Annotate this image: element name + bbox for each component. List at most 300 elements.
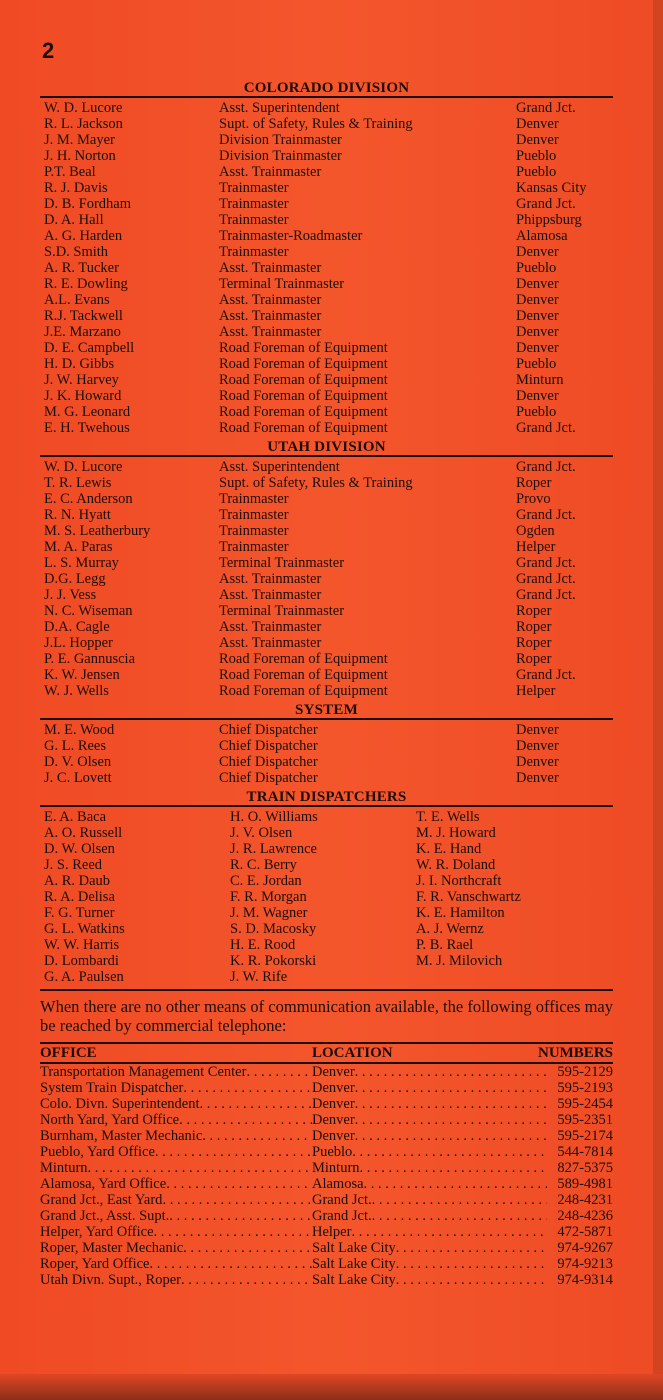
office-name: Burnham, Master Mechanic (40, 1128, 203, 1144)
timetable-content (40, 80, 613, 1288)
person-name: R. L. Jackson (44, 116, 123, 132)
page-number: 2 (42, 38, 55, 63)
person-title: Supt. of Safety, Rules & Training (219, 116, 413, 132)
dispatcher-name: M. J. Howard (416, 825, 496, 841)
person-name: L. S. Murray (44, 555, 119, 571)
person-title: Trainmaster (219, 491, 289, 507)
person-location: Denver (516, 754, 559, 770)
person-name: M. S. Leatherbury (44, 523, 151, 539)
leader-dots (202, 1128, 312, 1144)
dispatcher-name: D. W. Olsen (44, 841, 115, 857)
person-title: Road Foreman of Equipment (219, 372, 388, 388)
person-location: Roper (516, 635, 552, 651)
person-name: M. E. Wood (44, 722, 115, 738)
location-cell (312, 1144, 547, 1160)
roster-row (40, 132, 613, 148)
office-name: Utah Divn. Supt., Roper (40, 1272, 181, 1288)
phone-number: 974-9314 (557, 1272, 613, 1288)
dispatcher-name: A. O. Russell (44, 825, 123, 841)
location-cell (312, 1080, 547, 1096)
person-name: J. K. Howard (44, 388, 122, 404)
utah-division-roster (40, 459, 613, 699)
phone-row (40, 1128, 613, 1144)
person-title: Road Foreman of Equipment (219, 340, 388, 356)
leader-dots (355, 1080, 547, 1096)
roster-row (40, 340, 613, 356)
person-title: Trainmaster (219, 523, 289, 539)
system-title: SYSTEM (40, 702, 613, 720)
leader-dots (155, 1144, 312, 1160)
person-location: Roper (516, 475, 552, 491)
leader-dots (169, 1208, 312, 1224)
person-location: Grand Jct. (516, 571, 576, 587)
person-title: Terminal Trainmaster (219, 276, 345, 292)
page-edge (653, 0, 663, 1400)
roster-row (40, 619, 613, 635)
person-title: Asst. Superintendent (219, 100, 340, 116)
person-location: Grand Jct. (516, 420, 576, 436)
location-cell (312, 1272, 547, 1288)
person-location: Kansas City (516, 180, 587, 196)
roster-row (40, 667, 613, 683)
office-location: Denver (312, 1080, 355, 1096)
leader-dots (150, 1256, 313, 1272)
roster-row (40, 683, 613, 699)
roster-row (40, 507, 613, 523)
phone-table-header (40, 1042, 613, 1064)
office-cell (40, 1256, 312, 1272)
phone-number: 974-9267 (557, 1240, 613, 1256)
person-title: Road Foreman of Equipment (219, 404, 388, 420)
phone-number: 827-5375 (557, 1160, 613, 1176)
person-location: Roper (516, 651, 552, 667)
roster-row (40, 356, 613, 372)
phone-row (40, 1208, 613, 1224)
dispatcher-name: D. Lombardi (44, 953, 119, 969)
location-cell (312, 1160, 547, 1176)
dispatcher-name: J. V. Olsen (230, 825, 293, 841)
phone-number: 589-4981 (557, 1176, 613, 1192)
office-location: Denver (312, 1096, 355, 1112)
person-location: Pueblo (516, 164, 557, 180)
person-name: W. D. Lucore (44, 100, 123, 116)
person-location: Pueblo (516, 148, 557, 164)
person-title: Terminal Trainmaster (219, 555, 345, 571)
person-location: Denver (516, 132, 559, 148)
roster-row (40, 459, 613, 475)
dispatcher-name: G. L. Watkins (44, 921, 125, 937)
office-location: Denver (312, 1064, 355, 1080)
office-location: Helper (312, 1224, 352, 1240)
dispatcher-name: M. J. Milovich (416, 953, 503, 969)
header-office: OFFICE (40, 1045, 97, 1061)
person-title: Division Trainmaster (219, 132, 342, 148)
person-name: W. D. Lucore (44, 459, 123, 475)
colorado-division-roster (40, 100, 613, 436)
office-name: Roper, Master Mechanic (40, 1240, 184, 1256)
leader-dots (181, 1272, 312, 1288)
dispatcher-name: R. C. Berry (230, 857, 297, 873)
person-location: Denver (516, 292, 559, 308)
roster-row (40, 260, 613, 276)
header-numbers: NUMBERS (537, 1045, 613, 1061)
office-name: Helper, Yard Office (40, 1224, 154, 1240)
person-title: Chief Dispatcher (219, 722, 318, 738)
office-cell (40, 1096, 312, 1112)
person-name: R. E. Dowling (44, 276, 128, 292)
person-location: Phippsburg (516, 212, 582, 228)
person-title: Asst. Superintendent (219, 459, 340, 475)
person-name: J. J. Vess (44, 587, 97, 603)
dispatcher-name: J. S. Reed (44, 857, 102, 873)
office-name: Roper, Yard Office (40, 1256, 150, 1272)
phone-number: 595-2351 (557, 1112, 613, 1128)
telephone-note: When there are no other means of communication available, the following offices may be reached by commercial telephone: (40, 989, 613, 1035)
office-cell (40, 1240, 312, 1256)
leader-dots (154, 1224, 312, 1240)
phone-row (40, 1240, 613, 1256)
person-title: Road Foreman of Equipment (219, 683, 388, 699)
roster-row (40, 228, 613, 244)
office-location: Minturn (312, 1160, 360, 1176)
office-cell (40, 1064, 312, 1080)
person-name: D.G. Legg (44, 571, 106, 587)
person-title: Asst. Trainmaster (219, 619, 322, 635)
dispatcher-name: J. W. Rife (230, 969, 288, 985)
phone-number: 595-2129 (557, 1064, 613, 1080)
roster-row (40, 770, 613, 786)
person-title: Asst. Trainmaster (219, 324, 322, 340)
person-location: Ogden (516, 523, 555, 539)
dispatcher-name: R. A. Delisa (44, 889, 115, 905)
dispatcher-name: A. J. Wernz (416, 921, 484, 937)
person-title: Trainmaster (219, 244, 289, 260)
person-title: Asst. Trainmaster (219, 308, 322, 324)
person-location: Pueblo (516, 260, 557, 276)
person-location: Grand Jct. (516, 507, 576, 523)
location-cell (312, 1064, 547, 1080)
phone-table-body (40, 1064, 613, 1288)
roster-row (40, 420, 613, 436)
person-location: Minturn (516, 372, 564, 388)
dispatcher-name: T. E. Wells (416, 809, 480, 825)
dispatchers-column-1 (40, 809, 230, 985)
dispatcher-name: F. R. Morgan (230, 889, 307, 905)
person-location: Denver (516, 722, 559, 738)
person-name: J.L. Hopper (44, 635, 113, 651)
person-name: P.T. Beal (44, 164, 96, 180)
phone-number: 472-5871 (557, 1224, 613, 1240)
person-location: Roper (516, 619, 552, 635)
phone-number: 248-4236 (557, 1208, 613, 1224)
dispatcher-name: F. G. Turner (44, 905, 115, 921)
leader-dots (88, 1160, 312, 1176)
leader-dots (360, 1160, 547, 1176)
office-location: Denver (312, 1112, 355, 1128)
dispatcher-name: K. E. Hamilton (416, 905, 505, 921)
roster-row (40, 404, 613, 420)
dispatcher-name: E. A. Baca (44, 809, 107, 825)
roster-row (40, 555, 613, 571)
location-cell (312, 1192, 547, 1208)
roster-row (40, 324, 613, 340)
leader-dots (355, 1096, 547, 1112)
leader-dots (246, 1064, 312, 1080)
dispatcher-name: C. E. Jordan (230, 873, 302, 889)
dispatcher-name: A. R. Daub (44, 873, 111, 889)
person-location: Grand Jct. (516, 667, 576, 683)
office-name: North Yard, Yard Office (40, 1112, 180, 1128)
office-location: Denver (312, 1128, 355, 1144)
person-location: Helper (516, 683, 556, 699)
leader-dots (396, 1240, 547, 1256)
person-title: Asst. Trainmaster (219, 571, 322, 587)
office-cell (40, 1160, 312, 1176)
person-name: K. W. Jensen (44, 667, 120, 683)
dispatcher-name: K. E. Hand (416, 841, 482, 857)
person-name: D. E. Campbell (44, 340, 135, 356)
person-name: W. J. Wells (44, 683, 109, 699)
roster-row (40, 587, 613, 603)
office-cell (40, 1080, 312, 1096)
person-title: Trainmaster-Roadmaster (219, 228, 363, 244)
phone-number: 595-2193 (557, 1080, 613, 1096)
leader-dots (352, 1144, 547, 1160)
office-name: Transportation Management Center (40, 1064, 247, 1080)
person-title: Trainmaster (219, 180, 289, 196)
location-cell (312, 1128, 547, 1144)
roster-row (40, 372, 613, 388)
leader-dots (162, 1192, 312, 1208)
person-title: Road Foreman of Equipment (219, 651, 388, 667)
office-cell (40, 1272, 312, 1288)
person-location: Denver (516, 738, 559, 754)
phone-row (40, 1096, 613, 1112)
dispatcher-name: F. R. Vanschwartz (416, 889, 521, 905)
phone-row (40, 1080, 613, 1096)
roster-row (40, 738, 613, 754)
person-name: N. C. Wiseman (44, 603, 133, 619)
person-title: Chief Dispatcher (219, 754, 318, 770)
roster-row (40, 244, 613, 260)
person-location: Denver (516, 308, 559, 324)
roster-row (40, 754, 613, 770)
person-location: Denver (516, 324, 559, 340)
person-title: Trainmaster (219, 196, 289, 212)
dispatcher-name: K. R. Pokorski (230, 953, 317, 969)
roster-row (40, 196, 613, 212)
roster-row (40, 148, 613, 164)
person-name: R. N. Hyatt (44, 507, 111, 523)
person-name: E. C. Anderson (44, 491, 133, 507)
system-roster (40, 722, 613, 786)
leader-dots (355, 1128, 547, 1144)
location-cell (312, 1096, 547, 1112)
dispatcher-name: J. R. Lawrence (230, 841, 317, 857)
person-name: T. R. Lewis (44, 475, 112, 491)
location-cell (312, 1208, 547, 1224)
person-title: Terminal Trainmaster (219, 603, 345, 619)
person-name: D. V. Olsen (44, 754, 112, 770)
person-title: Road Foreman of Equipment (219, 356, 388, 372)
roster-row (40, 475, 613, 491)
office-name: Minturn (40, 1160, 88, 1176)
person-name: G. L. Rees (44, 738, 107, 754)
person-location: Roper (516, 603, 552, 619)
leader-dots (396, 1272, 547, 1288)
roster-row (40, 651, 613, 667)
phone-number: 248-4231 (557, 1192, 613, 1208)
train-dispatchers-title: TRAIN DISPATCHERS (40, 789, 613, 807)
roster-row (40, 722, 613, 738)
office-cell (40, 1176, 312, 1192)
person-name: J. W. Harvey (44, 372, 119, 388)
person-title: Division Trainmaster (219, 148, 342, 164)
office-cell (40, 1128, 312, 1144)
person-name: R.J. Tackwell (44, 308, 123, 324)
phone-row (40, 1272, 613, 1288)
person-location: Denver (516, 340, 559, 356)
office-name: System Train Dispatcher (40, 1080, 184, 1096)
person-location: Grand Jct. (516, 100, 576, 116)
person-title: Asst. Trainmaster (219, 635, 322, 651)
page-bottom-shadow (0, 1374, 663, 1400)
leader-dots (179, 1112, 312, 1128)
person-title: Asst. Trainmaster (219, 164, 322, 180)
person-location: Denver (516, 116, 559, 132)
person-location: Denver (516, 388, 559, 404)
dispatcher-name: H. E. Rood (230, 937, 296, 953)
person-name: M. G. Leonard (44, 404, 131, 420)
person-title: Trainmaster (219, 539, 289, 555)
office-location: Grand Jct. (312, 1208, 372, 1224)
person-title: Chief Dispatcher (219, 770, 318, 786)
person-name: D.A. Cagle (44, 619, 110, 635)
location-cell (312, 1176, 547, 1192)
person-location: Pueblo (516, 404, 557, 420)
phone-row (40, 1064, 613, 1080)
dispatcher-name: S. D. Macosky (230, 921, 317, 937)
person-location: Grand Jct. (516, 196, 576, 212)
roster-row (40, 571, 613, 587)
person-location: Helper (516, 539, 556, 555)
office-location: Alamosa (312, 1176, 364, 1192)
person-title: Chief Dispatcher (219, 738, 318, 754)
dispatcher-name: P. B. Rael (416, 937, 474, 953)
person-name: H. D. Gibbs (44, 356, 115, 372)
phone-number: 544-7814 (557, 1144, 613, 1160)
person-name: J. M. Mayer (44, 132, 115, 148)
person-name: E. H. Twehous (44, 420, 130, 436)
person-name: M. A. Paras (44, 539, 113, 555)
office-cell (40, 1112, 312, 1128)
person-title: Trainmaster (219, 212, 289, 228)
office-cell (40, 1144, 312, 1160)
leader-dots (372, 1192, 547, 1208)
person-title: Road Foreman of Equipment (219, 667, 388, 683)
phone-row (40, 1144, 613, 1160)
leader-dots (200, 1096, 313, 1112)
person-location: Pueblo (516, 356, 557, 372)
person-name: A.L. Evans (44, 292, 110, 308)
person-name: J.E. Marzano (44, 324, 121, 340)
roster-row (40, 539, 613, 555)
office-location: Salt Lake City (312, 1256, 396, 1272)
person-title: Trainmaster (219, 507, 289, 523)
dispatcher-name: G. A. Paulsen (44, 969, 124, 985)
office-name: Grand Jct., East Yard (40, 1192, 163, 1208)
header-location: LOCATION (312, 1045, 393, 1061)
person-title: Asst. Trainmaster (219, 260, 322, 276)
phone-row (40, 1192, 613, 1208)
office-name: Alamosa, Yard Office (40, 1176, 167, 1192)
dispatcher-name: W. W. Harris (44, 937, 120, 953)
office-location: Pueblo (312, 1144, 353, 1160)
person-title: Asst. Trainmaster (219, 587, 322, 603)
person-title: Asst. Trainmaster (219, 292, 322, 308)
person-name: R. J. Davis (44, 180, 108, 196)
train-dispatchers-list (40, 809, 613, 985)
dispatchers-column-3 (416, 809, 613, 985)
roster-row (40, 100, 613, 116)
person-name: J. C. Lovett (44, 770, 112, 786)
phone-row (40, 1176, 613, 1192)
leader-dots (166, 1176, 312, 1192)
person-title: Road Foreman of Equipment (219, 388, 388, 404)
phone-row (40, 1160, 613, 1176)
office-name: Pueblo, Yard Office (40, 1144, 155, 1160)
dispatcher-name: W. R. Doland (416, 857, 496, 873)
person-title: Supt. of Safety, Rules & Training (219, 475, 413, 491)
dispatcher-name: H. O. Williams (230, 809, 318, 825)
office-name: Colo. Divn. Superintendent (40, 1096, 200, 1112)
location-cell (312, 1240, 547, 1256)
leader-dots (351, 1224, 547, 1240)
dispatcher-name: J. I. Northcraft (416, 873, 502, 889)
location-cell (312, 1224, 547, 1240)
person-title: Road Foreman of Equipment (219, 420, 388, 436)
office-location: Salt Lake City (312, 1272, 396, 1288)
office-location: Grand Jct. (312, 1192, 372, 1208)
phone-row (40, 1112, 613, 1128)
person-name: D. B. Fordham (44, 196, 131, 212)
person-location: Denver (516, 276, 559, 292)
person-location: Provo (516, 491, 551, 507)
roster-row (40, 180, 613, 196)
person-name: S.D. Smith (44, 244, 109, 260)
person-name: A. R. Tucker (44, 260, 119, 276)
leader-dots (364, 1176, 547, 1192)
phone-row (40, 1256, 613, 1272)
roster-row (40, 491, 613, 507)
leader-dots (355, 1064, 547, 1080)
colorado-division-title: COLORADO DIVISION (40, 80, 613, 98)
phone-number: 974-9213 (557, 1256, 613, 1272)
phone-row (40, 1224, 613, 1240)
leader-dots (183, 1240, 312, 1256)
roster-row (40, 603, 613, 619)
roster-row (40, 635, 613, 651)
office-cell (40, 1224, 312, 1240)
roster-row (40, 116, 613, 132)
office-cell (40, 1208, 312, 1224)
roster-row (40, 308, 613, 324)
leader-dots (183, 1080, 312, 1096)
dispatcher-name: J. M. Wagner (230, 905, 308, 921)
person-name: A. G. Harden (44, 228, 123, 244)
roster-row (40, 523, 613, 539)
phone-number: 595-2174 (557, 1128, 613, 1144)
